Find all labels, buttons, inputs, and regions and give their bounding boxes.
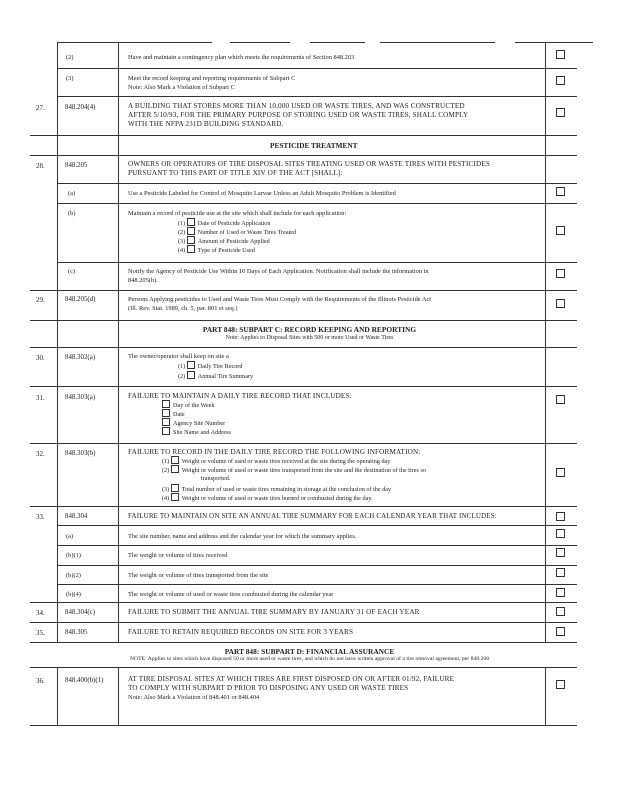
row-28-text-2: PURSUANT TO THIS PART OF TITLE XIV OF THE ACT [SHALL]: — [128, 169, 343, 177]
col-divider-middle — [118, 42, 119, 642]
item-checkbox[interactable] — [187, 245, 195, 253]
item-checkbox[interactable] — [162, 418, 170, 426]
row-34-checkbox[interactable] — [556, 607, 565, 616]
item-checkbox[interactable] — [162, 427, 170, 435]
row-35-number: 35. — [36, 629, 45, 637]
item-text: Type of Pesticide Used — [197, 247, 255, 254]
col-divider-right — [545, 42, 546, 642]
item-number: (1) — [178, 220, 186, 227]
item-checkbox[interactable] — [162, 400, 170, 408]
item-checkbox[interactable] — [171, 493, 179, 501]
row-33-number: 33. — [36, 513, 45, 521]
row-36-section: 848.400(b)(1) — [65, 677, 104, 684]
row-b-text: Maintain a record of pesticide use at the site which shall include for each application: — [128, 210, 347, 217]
item-number: (2) — [178, 373, 186, 380]
item-number: (1) — [162, 458, 170, 465]
row-36-text-2: TO COMPLY WITH SUBPART D PRIOR TO DISPOSING ANY USED OR WASTE TIRES — [128, 684, 409, 692]
item-text: Number of Used or Waste Tires Treated — [197, 229, 297, 236]
item-text: Site Name and Address — [173, 429, 231, 436]
item-number: (3) — [162, 486, 170, 493]
item-text: Weight or volume of used or waste tires burned or combusted during the day. — [181, 495, 373, 502]
row-28-number: 28. — [36, 162, 45, 170]
row-33b1-checkbox[interactable] — [556, 548, 565, 557]
row-30-item-2 — [178, 371, 253, 381]
row-33a-label: (a) — [66, 533, 74, 540]
col-divider-left-d — [57, 667, 58, 725]
item-checkbox[interactable] — [187, 371, 195, 379]
row-c-checkbox[interactable] — [556, 269, 565, 278]
row-3-note: Note: Also Mark a Violation of Subpart C — [128, 84, 235, 91]
subpart-c-note: Note: Applies to Disposal Sites with 500 or more Used or Waste Tires — [225, 335, 394, 341]
row-3-checkbox[interactable] — [556, 76, 565, 85]
item-text: Amount of Pesticide Applied — [197, 238, 270, 245]
item-text: Weight or volume of used or waste tires transported from the site and the destination of the tires so — [181, 467, 426, 474]
row-27-text-1: A BUILDING THAT STORES MORE THAN 10,000 USED OR WASTE TIRES, AND WAS CONSTRUCTED — [128, 102, 465, 110]
item-checkbox[interactable] — [187, 227, 195, 235]
row-27-text-3: WITH THE NFPA 231D BUILDING STANDARD. — [128, 120, 284, 128]
row-35-text: FAILURE TO RETAIN REQUIRED RECORDS ON SITE FOR 3 YEARS — [128, 628, 354, 636]
row-33a-checkbox[interactable] — [556, 529, 565, 538]
item-text: Date of Pesticide Application — [197, 220, 271, 227]
item-checkbox[interactable] — [171, 465, 179, 473]
row-29-section: 848.205(d) — [65, 296, 96, 303]
item-text: Agency Site Number — [173, 420, 226, 427]
item-number: (4) — [162, 495, 170, 502]
row-33a-text: The site number, name and address and the calendar year for which the summary applies. — [128, 533, 357, 540]
item-number: (4) — [178, 247, 186, 254]
row-35-checkbox[interactable] — [556, 627, 565, 636]
row-3-text: Meet the record keeping and reporting requirements of Subpart C — [128, 75, 296, 82]
row-33b1-label: (b)(1) — [66, 552, 81, 559]
col-divider-left — [57, 42, 58, 642]
row-36-number: 36. — [36, 677, 45, 685]
col-divider-right-d — [545, 667, 546, 725]
item-number: (2) — [162, 467, 170, 474]
subpart-d-header: PART 848: SUBPART D: FINANCIAL ASSURANCE — [224, 647, 395, 656]
row-30-section: 848.302(a) — [65, 354, 96, 361]
item-checkbox[interactable] — [171, 484, 179, 492]
row-30-text: The owner/operator shall keep on site a — [128, 353, 229, 360]
item-text: Annual Tire Summary — [197, 373, 254, 380]
row-a-text: Use a Pesticide Labeled for Control of Mosquito Larvae Unless an Adult Mosquito Problem is Identified — [128, 190, 396, 197]
row-31-section: 848.303(a) — [65, 394, 96, 401]
row-33b1-text: The weight or volume of tires received — [128, 552, 228, 559]
row-c-label: (c) — [68, 268, 76, 275]
row-36-note: Note: Also Mark a Violation of 848.401 or 848.404 — [128, 694, 260, 701]
row-33-text: FAILURE TO MAINTAIN ON SITE AN ANNUAL TIRE SUMMARY FOR EACH CALENDAR YEAR THAT INCLUDES: — [128, 512, 497, 520]
row-27-checkbox[interactable] — [556, 108, 565, 117]
row-2-label: (2) — [66, 54, 74, 61]
row-a-label: (a) — [68, 190, 76, 197]
col-divider-middle-d — [118, 667, 119, 725]
row-31-checkbox[interactable] — [556, 395, 565, 404]
row-c-text-1: Notify the Agency of Pesticide Use Within 10 Days of Each Application. Notification shall include the information in — [128, 268, 429, 275]
row-31-text: FAILURE TO MAINTAIN A DAILY TIRE RECORD THAT INCLUDES: — [128, 392, 352, 400]
row-2-checkbox[interactable] — [556, 50, 565, 59]
row-33b2-checkbox[interactable] — [556, 568, 565, 577]
row-27-section: 848.204(4) — [65, 104, 96, 111]
item-text: Daily Tire Record — [197, 363, 243, 370]
row-31-item-4 — [162, 427, 231, 437]
row-36-checkbox[interactable] — [556, 680, 565, 689]
item-text: Date — [173, 411, 185, 418]
row-34-section: 848.304(c) — [65, 609, 96, 616]
row-33b2-label: (b)(2) — [66, 572, 81, 579]
row-29-text-1: Persons Applying pesticides to Used and Waste Tires Must Comply with the Requirements of the Illinois Pesticide Act — [128, 296, 432, 303]
row-33b2-text: The weight or volume of tires transported from the site — [128, 572, 269, 579]
row-34-text: FAILURE TO SUBMIT THE ANNUAL TIRE SUMMARY BY JANUARY 31 OF EACH YEAR — [128, 608, 420, 616]
item-number: (3) — [178, 238, 186, 245]
row-32-section: 848.303(b) — [65, 450, 96, 457]
item-text: Day of the Week — [173, 402, 215, 409]
item-text: Total number of used or waste tires remaining in storage at the conclusion of the day — [181, 486, 392, 493]
item-number: (1) — [178, 363, 186, 370]
row-29-text-2: (Ill. Rev. Stat. 1989, ch. 5, par. 801 et seq.) — [128, 305, 238, 312]
pesticide-header: PESTICIDE TREATMENT — [270, 141, 358, 150]
row-28-text-1: OWNERS OR OPERATORS OF TIRE DISPOSAL SITES TREATING USED OR WASTE TIRES WITH PESTICIDES — [128, 160, 491, 168]
row-27-number: 27. — [36, 104, 45, 112]
row-33b4-label: (b)(4) — [66, 591, 81, 598]
row-30-item-1 — [178, 361, 242, 371]
row-b-item-4 — [178, 245, 255, 255]
item-checkbox[interactable] — [162, 409, 170, 417]
row-b-label: (b) — [68, 210, 76, 217]
row-33-section: 848.304 — [65, 513, 88, 520]
subpart-d-note: NOTE: Applies to sites which have disposed 50 or more used or waste tires, and which do not have written approval of a tire removal agreement, per 848.208 — [129, 656, 490, 662]
row-32-item-4 — [162, 493, 373, 503]
item-number: (2) — [178, 229, 186, 236]
row-30-number: 30. — [36, 354, 45, 362]
row-c-text-2: 848.205(b). — [128, 277, 158, 284]
row-32-checkbox[interactable] — [556, 468, 565, 477]
row-34-number: 34. — [36, 609, 45, 617]
row-29-number: 29. — [36, 296, 45, 304]
item-checkbox[interactable] — [171, 456, 179, 464]
row-32-item-2-cont: transported. — [201, 475, 231, 482]
row-3-label: (3) — [66, 75, 74, 82]
row-2-text: Have and maintain a contingency plan which meets the requirements of Section 848.203 — [128, 54, 355, 61]
row-28-section: 848.205 — [65, 162, 88, 169]
row-27-text-2: AFTER 5/10/93, FOR THE PRIMARY PURPOSE OF STORING USED OR WASTE TIRES, SHALL COMPLY — [128, 111, 469, 119]
row-32-text: FAILURE TO RECORD IN THE DAILY TIRE RECORD THE FOLLOWING INFORMATION: — [128, 448, 421, 456]
item-text: Weight or volume of used or waste tires received at the site during the operating day — [181, 458, 391, 465]
item-checkbox[interactable] — [187, 361, 195, 369]
row-31-number: 31. — [36, 394, 45, 402]
row-a-checkbox[interactable] — [556, 187, 565, 196]
row-29-checkbox[interactable] — [556, 299, 565, 308]
row-b-checkbox[interactable] — [556, 226, 565, 235]
row-33b4-text: The weight or volume of used or waste tires combusted during the calendar year — [128, 591, 334, 598]
row-33b4-checkbox[interactable] — [556, 588, 565, 597]
subpart-c-header: PART 848: SUBPART C: RECORD KEEPING AND REPORTING — [202, 325, 417, 334]
item-checkbox[interactable] — [187, 236, 195, 244]
row-33-checkbox[interactable] — [556, 512, 565, 521]
item-checkbox[interactable] — [187, 218, 195, 226]
row-32-number: 32. — [36, 450, 45, 458]
row-36-text-1: AT TIRE DISPOSAL SITES AT WHICH TIRES ARE FIRST DISPOSED ON OR AFTER 01/92, FAILURE — [128, 675, 455, 683]
row-35-section: 848.305 — [65, 629, 88, 636]
